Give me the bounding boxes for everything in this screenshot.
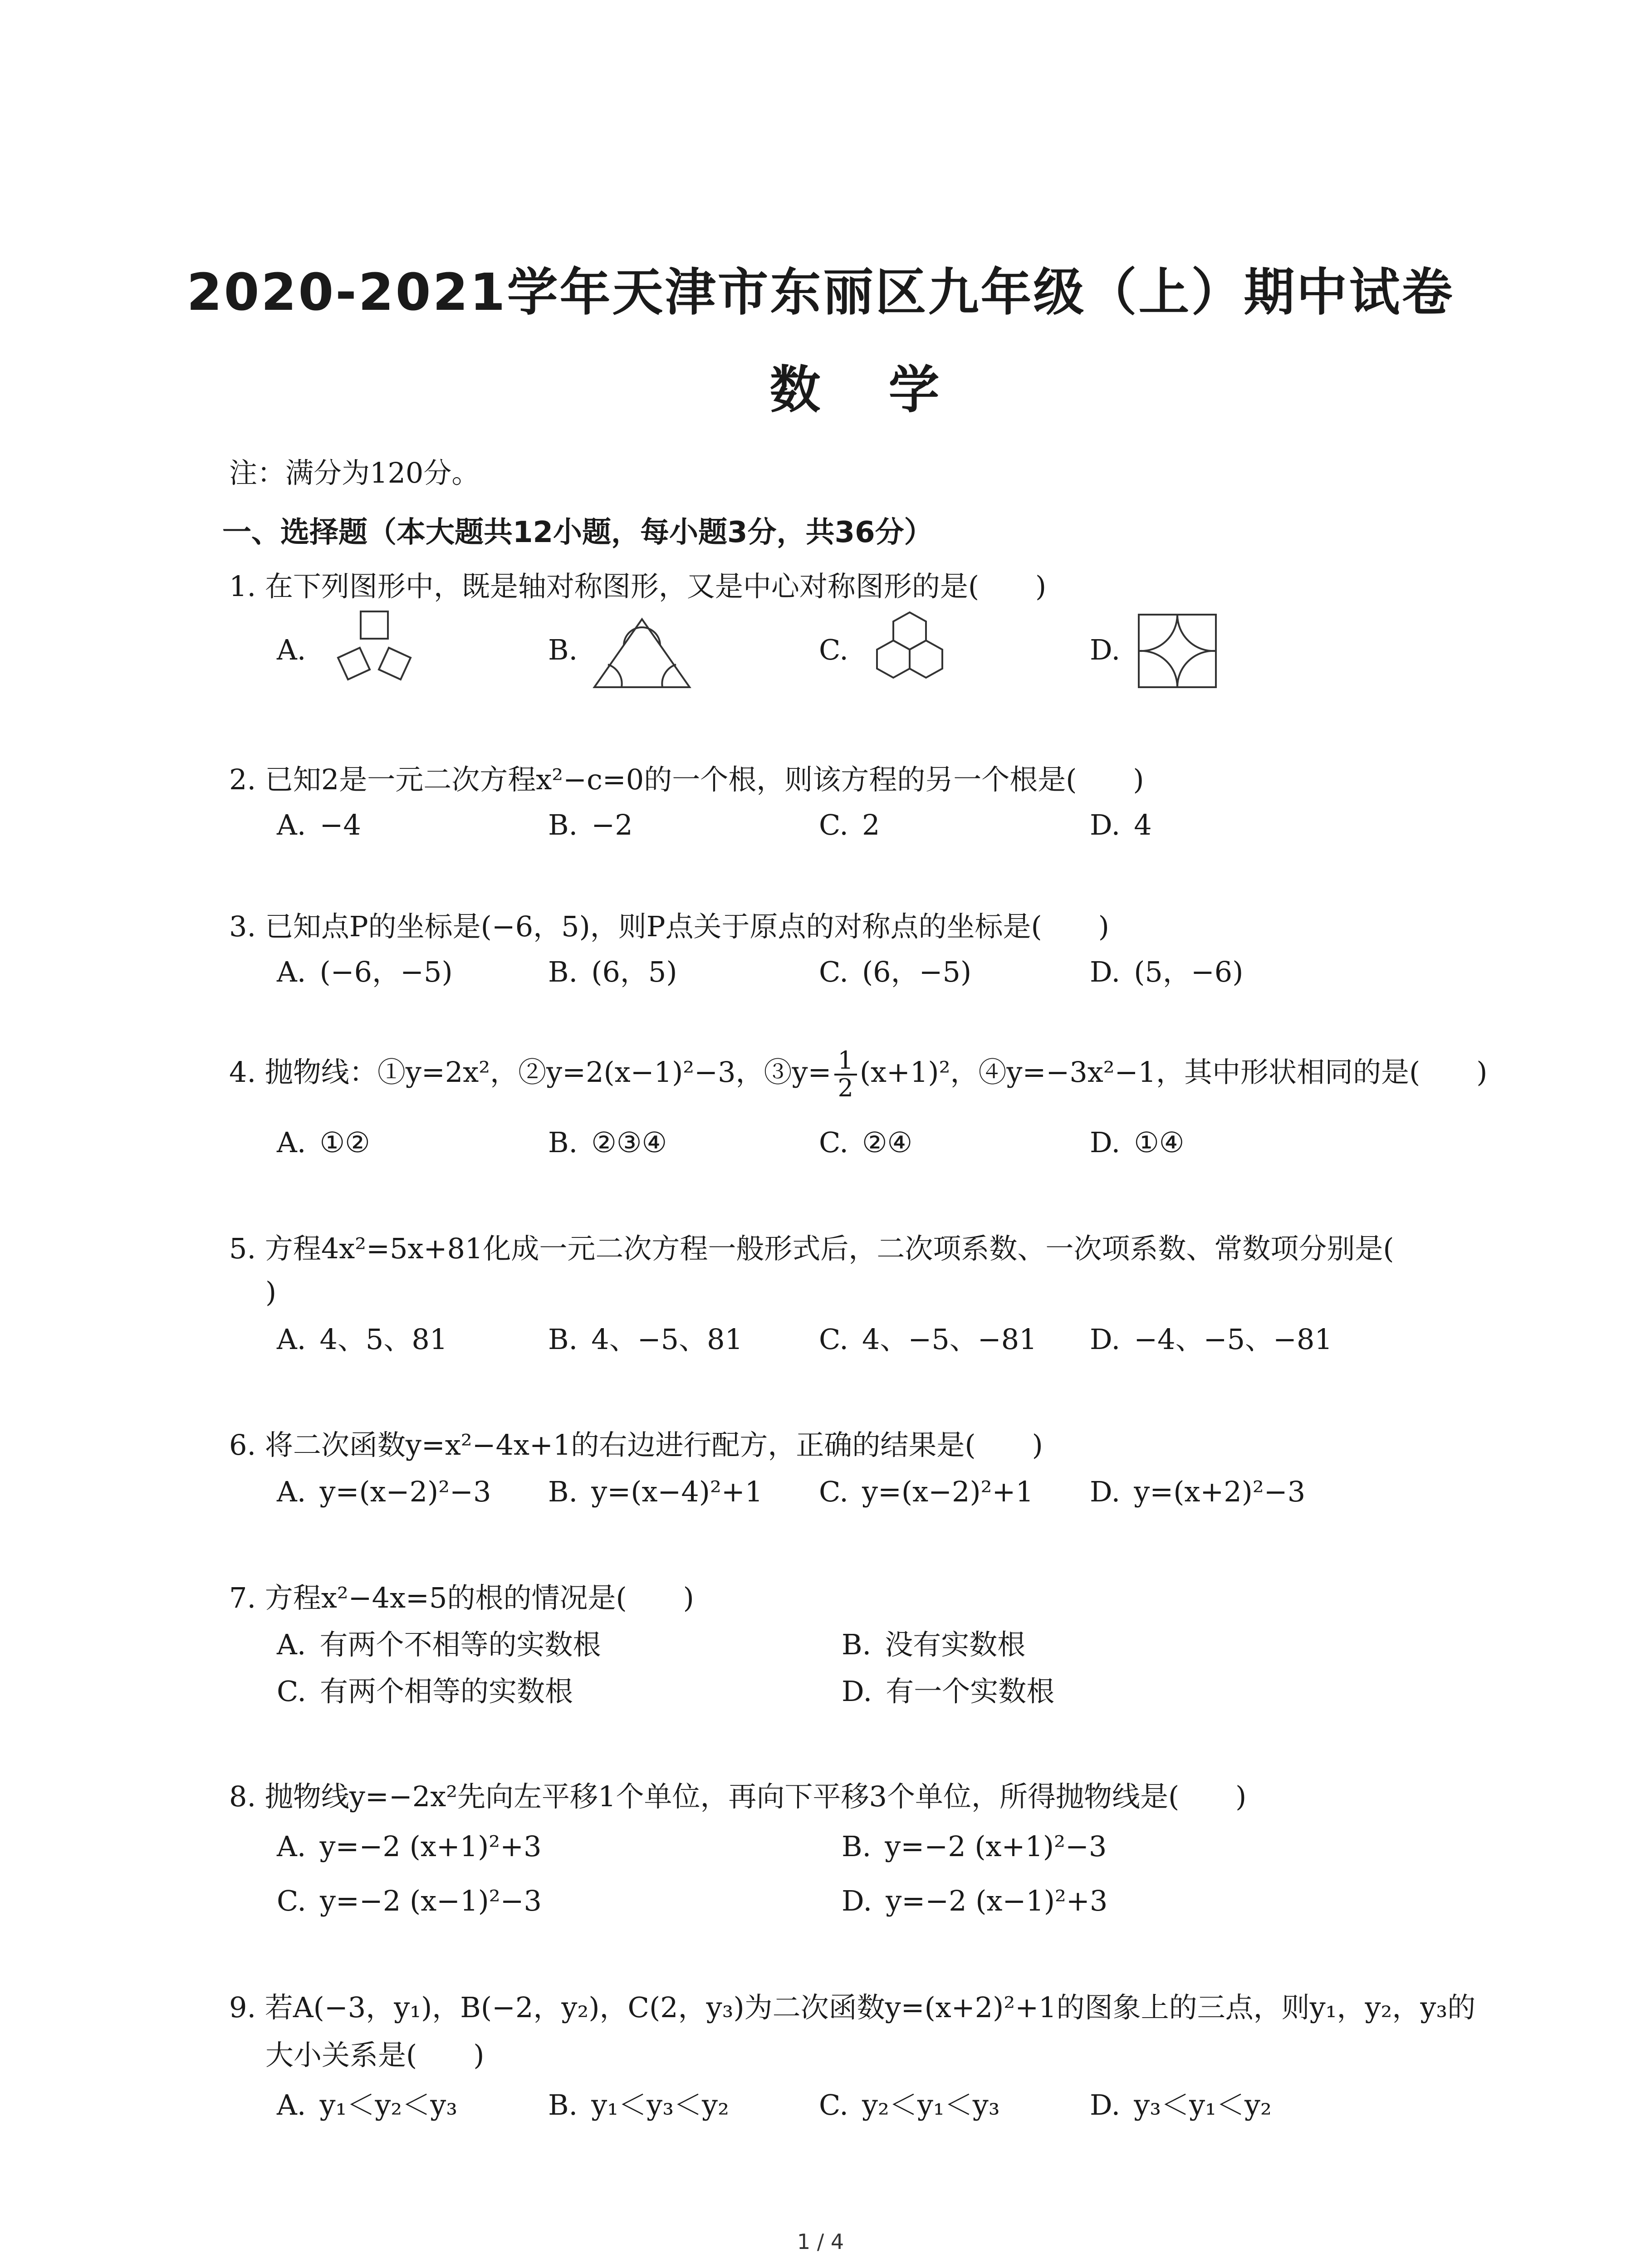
q1-option-c-label: C. [819,633,848,666]
question-6-stem: 6. 将二次函数y=x²−4x+1的右边进行配方，正确的结果是( ) [229,1428,1043,1461]
q3-option-d: D. (5，−6) [1090,955,1244,988]
question-7-stem: 7. 方程x²−4x=5的根的情况是( ) [229,1581,694,1614]
q2-option-d: D. 4 [1090,808,1152,841]
page-number: 1 / 4 [797,2229,844,2254]
section-heading: 一、选择题（本大题共12小题，每小题3分，共36分） [222,516,933,549]
score-note: 注：满分为120分。 [229,456,480,489]
q7-option-b: B. 没有实数根 [842,1628,1026,1661]
q6-option-c: C. y=(x−2)²+1 [819,1475,1034,1508]
q8-option-c: C. y=−2 (x−1)²−3 [277,1884,542,1917]
question-2-stem: 2. 已知2是一元二次方程x²−c=0的一个根，则该方程的另一个根是( ) [229,763,1144,796]
q1-option-a-label: A. [277,633,306,666]
question-3-stem: 3. 已知点P的坐标是(−6，5)，则P点关于原点的对称点的坐标是( ) [229,910,1109,943]
q7-option-c: C. 有两个相等的实数根 [277,1675,573,1708]
q3-option-c: C. (6，−5) [819,955,972,988]
q7-option-d: D. 有一个实数根 [842,1675,1055,1708]
q5-option-c: C. 4、−5、−81 [819,1323,1037,1356]
fraction-one-half: $\frac{1}{2}$ [834,1048,857,1101]
question-8-stem: 8. 抛物线y=−2x²先向左平移1个单位，再向下平移3个单位，所得抛物线是( ) [229,1780,1247,1813]
q5-option-a: A. 4、5、81 [277,1323,448,1356]
q1-figure-a [324,608,424,689]
q1-option-d-label: D. [1090,633,1121,666]
q9-option-d: D. y₃＜y₁＜y₂ [1090,2088,1272,2121]
q2-option-c: C. 2 [819,808,880,841]
q9-option-c: C. y₂＜y₁＜y₃ [819,2088,1000,2121]
q8-option-d: D. y=−2 (x−1)²+3 [842,1884,1108,1917]
q7-option-a: A. 有两个不相等的实数根 [277,1628,601,1661]
q2-option-b: B. −2 [548,808,633,841]
q4-option-a: A. ①② [277,1126,370,1159]
question-4-stem: 4. 抛物线：①y=2x²，②y=2(x−1)²−3，③y= $\frac{1}{2}$ (x+1)²，④y=−3x²−1，其中形状相同的是( ) [229,1046,1488,1102]
question-9-stem: 9. 若A(−3，y₁)，B(−2，y₂)，C(2，y₃)为二次函数y=(x+2)²+1的图象上的三点，则y₁，y₂，y₃的 [229,1991,1476,2024]
q5-option-b: B. 4、−5、81 [548,1323,743,1356]
q4-option-b: B. ②③④ [548,1126,667,1159]
q9-option-a: A. y₁＜y₂＜y₃ [277,2088,458,2121]
q1-figure-c [864,608,955,692]
q5-option-d: D. −4、−5、−81 [1090,1323,1332,1356]
q2-option-a: A. −4 [277,808,361,841]
question-1-stem: 1. 在下列图形中，既是轴对称图形，又是中心对称图形的是( ) [229,570,1047,603]
q3-option-a: A. (−6，−5) [277,955,453,988]
q6-option-d: D. y=(x+2)²−3 [1090,1475,1306,1508]
q6-option-b: B. y=(x−4)²+1 [548,1475,763,1508]
question-9-stem-cont: 大小关系是( ) [265,2038,485,2072]
q3-option-b: B. (6，5) [548,955,677,988]
q9-option-b: B. y₁＜y₃＜y₂ [548,2088,729,2121]
q1-figure-b [590,610,694,692]
question-5-stem: 5. 方程4x²=5x+81化成一元二次方程一般形式后，二次项系数、一次项系数、常数项分别是( [229,1232,1394,1265]
q1-option-b-label: B. [548,633,578,666]
q8-option-b: B. y=−2 (x+1)²−3 [842,1830,1107,1863]
exam-title: 2020-2021学年天津市东丽区九年级（上）期中试卷 [186,263,1455,322]
q8-option-a: A. y=−2 (x+1)²+3 [277,1830,542,1863]
q4-option-c: C. ②④ [819,1126,913,1159]
q4-option-d: D. ①④ [1090,1126,1185,1159]
question-5-stem-cont: ) [265,1276,277,1309]
q1-figure-d [1134,610,1220,692]
q6-option-a: A. y=(x−2)²−3 [277,1475,491,1508]
subject-title: 数学 [769,361,1008,420]
